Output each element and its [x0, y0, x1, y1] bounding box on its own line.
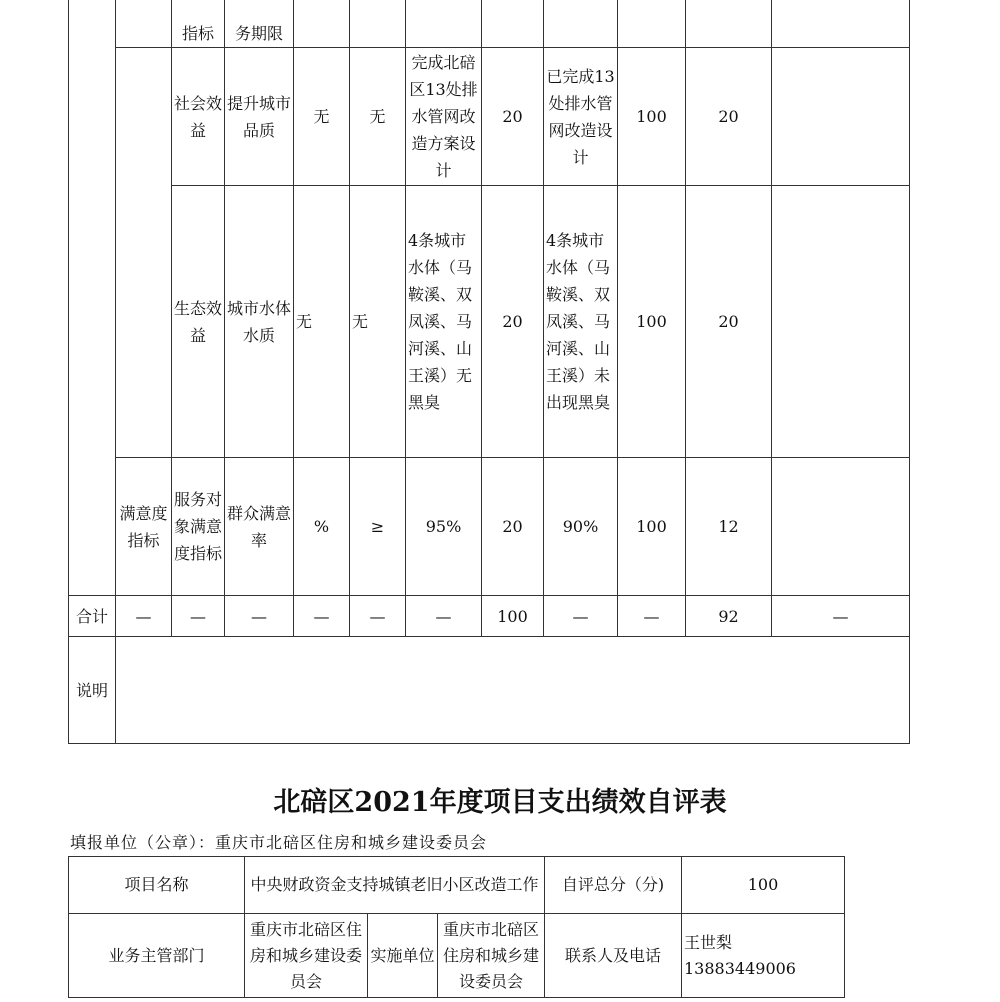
- total-dash: —: [116, 596, 172, 637]
- satisfaction-rate: 100: [618, 458, 686, 596]
- impl-label: 实施单位: [368, 914, 438, 998]
- total-score: 92: [686, 596, 772, 637]
- eco-actual: 4条城市水体（马鞍溪、双凤溪、马河溪、山王溪）未出现黑臭: [544, 186, 618, 458]
- satisfaction-note: [772, 458, 910, 596]
- satisfaction-target: 95%: [406, 458, 482, 596]
- social-unit: 无: [294, 48, 350, 186]
- contact-label: 联系人及电话: [545, 914, 682, 998]
- cell-blank: [482, 0, 544, 48]
- cell-blank: [116, 0, 172, 48]
- total-dash: —: [225, 596, 294, 637]
- dept-label: 业务主管部门: [69, 914, 245, 998]
- indicator-cell: 务期限: [225, 0, 294, 48]
- cell-blank: [406, 0, 482, 48]
- level1-cell-blank: [69, 0, 116, 596]
- score-label: 自评总分（分): [545, 857, 682, 914]
- satisfaction-operator: ≥: [350, 458, 406, 596]
- fill-unit-line: 填报单位（公章）：重庆市北碚区住房和城乡建设委员会: [70, 833, 488, 852]
- satisfaction-weight: 20: [482, 458, 544, 596]
- cell-blank: [544, 0, 618, 48]
- level2-cell: 指标: [172, 0, 225, 48]
- satisfaction-level2: 服务对象满意度指标: [172, 458, 225, 596]
- satisfaction-level1: 满意度指标: [116, 458, 172, 596]
- satisfaction-unit: %: [294, 458, 350, 596]
- eco-rate: 100: [618, 186, 686, 458]
- total-dash: —: [772, 596, 910, 637]
- cell-blank: [686, 0, 772, 48]
- dept-value: 重庆市北碚区住房和城乡建设委员会: [245, 914, 368, 998]
- score-value: 100: [682, 857, 845, 914]
- social-benefit-label: 社会效益: [172, 48, 225, 186]
- eco-note: [772, 186, 910, 458]
- eco-score: 20: [686, 186, 772, 458]
- social-weight: 20: [482, 48, 544, 186]
- cell-blank: [772, 0, 910, 48]
- eco-weight: 20: [482, 186, 544, 458]
- project-info-table: [68, 856, 845, 998]
- performance-indicator-table: [68, 0, 910, 744]
- page-title: 北碚区2021年度项目支出绩效自评表: [273, 787, 727, 818]
- cell-blank: [618, 0, 686, 48]
- eco-indicator: 城市水体水质: [225, 186, 294, 458]
- eco-operator: 无: [350, 186, 406, 458]
- project-name-value: 中央财政资金支持城镇老旧小区改造工作: [245, 857, 545, 914]
- project-name-label: 项目名称: [69, 857, 245, 914]
- satisfaction-score: 12: [686, 458, 772, 596]
- eco-benefit-label: 生态效益: [172, 186, 225, 458]
- total-dash: —: [406, 596, 482, 637]
- social-indicator: 提升城市品质: [225, 48, 294, 186]
- cell-blank: [350, 0, 406, 48]
- satisfaction-indicator: 群众满意率: [225, 458, 294, 596]
- total-dash: —: [294, 596, 350, 637]
- cell-blank: [294, 0, 350, 48]
- total-dash: —: [172, 596, 225, 637]
- social-note: [772, 48, 910, 186]
- social-actual: 已完成13处排水管网改造设计: [544, 48, 618, 186]
- satisfaction-actual: 90%: [544, 458, 618, 596]
- social-operator: 无: [350, 48, 406, 186]
- note-content: [116, 637, 910, 744]
- impl-value: 重庆市北碚区住房和城乡建设委员会: [438, 914, 545, 998]
- total-weight: 100: [482, 596, 544, 637]
- social-score: 20: [686, 48, 772, 186]
- eco-target: 4条城市水体（马鞍溪、双凤溪、马河溪、山王溪）无黑臭: [406, 186, 482, 458]
- total-dash: —: [350, 596, 406, 637]
- note-label: 说明: [69, 637, 116, 744]
- contact-value: 王世梨 13883449006: [682, 914, 845, 998]
- level1-cell-blank-2: [116, 48, 172, 458]
- total-dash: —: [618, 596, 686, 637]
- total-dash: —: [544, 596, 618, 637]
- total-label: 合计: [69, 596, 116, 637]
- social-rate: 100: [618, 48, 686, 186]
- social-target: 完成北碚区13处排水管网改造方案设计: [406, 48, 482, 186]
- eco-unit: 无: [294, 186, 350, 458]
